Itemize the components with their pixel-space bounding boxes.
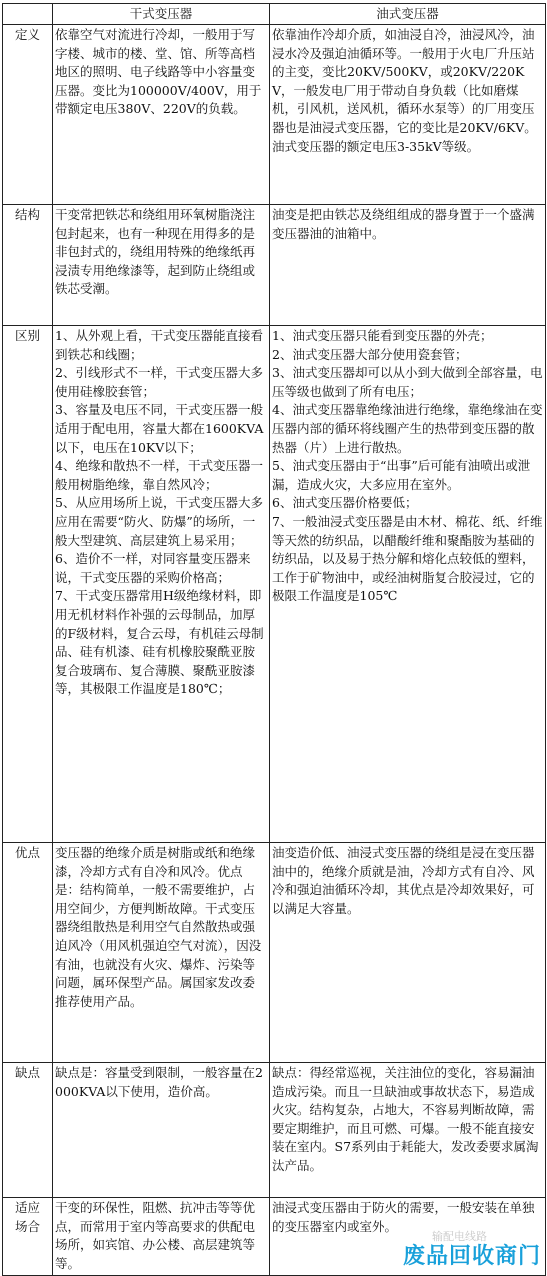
paragraph: 2、引线形式不一样，干式变压器大多使用硅橡胶套管； [55, 365, 263, 399]
dry-structure-cell [53, 205, 270, 326]
oil-definition-cell [270, 25, 546, 205]
oil-transformer-header: 油式变压器 [270, 4, 546, 25]
paragraph: 7、干式变压器常用H级绝缘材料，即用无机材料作补强的云母制品，加厚的F级材料，复合云母，有机硅云母制品、硅有机漆、硅有机橡胶聚酰亚胺复合玻璃布、复合薄膜、聚酰亚胺漆等，其极限工作温度是180℃； [55, 588, 264, 697]
table-row [3, 25, 546, 205]
dry-applications-cell [53, 1198, 270, 1276]
paragraph: 油变是把由铁芯及绕组组成的器身置于一个盛满变压器油的油箱中。 [272, 207, 535, 241]
table-row [3, 205, 546, 326]
paragraph: 2、油式变压器大部分使用瓷套管； [272, 346, 468, 362]
row-label-advantages: 优点 [3, 843, 53, 1063]
row-label-difference: 区别 [3, 326, 53, 843]
oil-advantages-cell [270, 843, 546, 1063]
paragraph: 变压器的绝缘介质是树脂或纸和绝缘漆，冷却方式有自冷和风冷。优点是：结构简单，一般不需要维护，占用空间少，方便判断故障。干式变压器绕组散热是利用空气自然散热或强迫风冷（用风机强迫空气对流），因没有油，也就没有火灾、爆炸、污染等问题，属环保型产品。属国家发改委推荐使用产品。 [55, 845, 262, 1009]
paragraph: 3、容量及电压不同，干式变压器一般适用于配电用，容量大都在1600KVA以下，电压在10KV以下； [55, 402, 264, 455]
paragraph: 7、一般油浸式变压器是由木材、棉花、纸、纤维等天然的纺织品，以醋酸纤维和聚酯胺为基础的纺织品，以及易于热分解和熔化点较低的塑料，工作于矿物油中，或经油树脂复合胶浸过，它的极限工作温度是105℃ [272, 513, 543, 604]
paragraph: 1、油式变压器只能看到变压器的外壳； [272, 328, 493, 343]
paragraph: 5、从应用场所上说，干式变压器大多应用在需要“防火、防爆”的场所，一般大型建筑、高层建筑上易采用； [55, 495, 263, 548]
comparison-table [2, 3, 546, 1276]
table-row [3, 326, 546, 843]
paragraph: 依靠空气对流进行冷却，一般用于写字楼、城市的楼、堂、馆、所等高档地区的照明、电子线路等中小容量变压器。变比为100000V/400V，用于带额定电压380V、220V的负载。 [55, 27, 262, 117]
row-label-disadvantages: 缺点 [3, 1063, 53, 1198]
table-body [3, 25, 546, 1276]
corner-header-cell [3, 4, 53, 25]
paragraph: 6、油式变压器价格要低； [272, 495, 418, 511]
row-label-definition: 定义 [3, 25, 53, 205]
paragraph: 4、油式变压器靠绝缘油进行绝缘，靠绝缘油在变压器内部的循环将线圈产生的热带到变压器的散热器（片）上进行散热。 [272, 402, 543, 455]
oil-difference-cell [270, 326, 546, 843]
paragraph: 5、油式变压器由于“出事”后可能有油喷出或泄漏，造成火灾，大多应用在室外。 [272, 458, 531, 492]
watermark-logo: 废品回收商门 [402, 1244, 541, 1269]
dry-disadvantages-cell [53, 1063, 270, 1198]
paragraph: 干变常把铁芯和绕组用环氧树脂浇注包封起来，也有一种现在用得多的是非包封式的，绕组用特殊的绝缘纸再浸渍专用绝缘漆等，起到防止绕组或铁芯受潮。 [55, 207, 256, 297]
watermark-caption: 输配电线路 [432, 1230, 487, 1243]
dry-transformer-header: 干式变压器 [53, 4, 270, 25]
table-row [3, 843, 546, 1063]
paragraph: 缺点是：容量受到限制，一般容量在2000KVA以下使用，造价高。 [55, 1065, 263, 1099]
oil-structure-cell [270, 205, 546, 326]
paragraph: 3、油式变压器却可以从小到大做到全部容量，电压等级也做到了所有电压； [272, 365, 543, 399]
dry-advantages-cell [53, 843, 270, 1063]
paragraph: 依靠油作冷却介质，如油浸自冷，油浸风冷，油浸水冷及强迫油循环等。一般用于火电厂升压站的主变，变比20KV/500KV，或20KV/220KV，一般发电厂用于带动自身负载（比如磨煤机，引风机，送风机，循环水泵等）的厂用变压器也是油浸式变压器，它的变比是20KV/6KV。油式变压器的额定电压3-35kV等级。 [272, 27, 537, 154]
paragraph: 干变的环保性，阻燃、抗冲击等等优点，而常用于室内等高要求的供配电场所，如宾馆、办公楼、高层建筑等等。 [55, 1200, 256, 1271]
paragraph: 缺点：得经常巡视，关注油位的变化，容易漏油造成污染。而且一旦缺油或事故状态下，易造成火灾。结构复杂，占地大，不容易判断故障，需要定期维护，而且可燃、可爆。一般不能直接安装在室内。S7系列由于耗能大，发改委要求属淘汰产品。 [272, 1065, 539, 1173]
paragraph: 6、造价不一样，对同容量变压器来说，干式变压器的采购价格高； [55, 551, 251, 585]
oil-disadvantages-cell [270, 1063, 546, 1198]
paragraph: 4、绝缘和散热不一样，干式变压器一般用树脂绝缘，靠自然风冷； [55, 458, 263, 492]
dry-difference-cell [53, 326, 270, 843]
dry-definition-cell [53, 25, 270, 205]
row-label-structure: 结构 [3, 205, 53, 326]
table-header-row [3, 4, 546, 25]
paragraph: 油浸式变压器由于防火的需要，一般安装在单独的变压器室内或室外。 [272, 1200, 535, 1234]
table-row [3, 1063, 546, 1198]
paragraph: 1、从外观上看，干式变压器能直接看到铁芯和线圈； [55, 328, 263, 362]
row-label-applications: 适应 场合 [3, 1198, 53, 1276]
paragraph: 油变造价低、油浸式变压器的绕组是浸在变压器油中的，绝缘介质就是油，冷却方式有自冷、风冷和强迫油循环冷却，其优点是冷却效果好，可以满足大容量。 [272, 845, 535, 916]
